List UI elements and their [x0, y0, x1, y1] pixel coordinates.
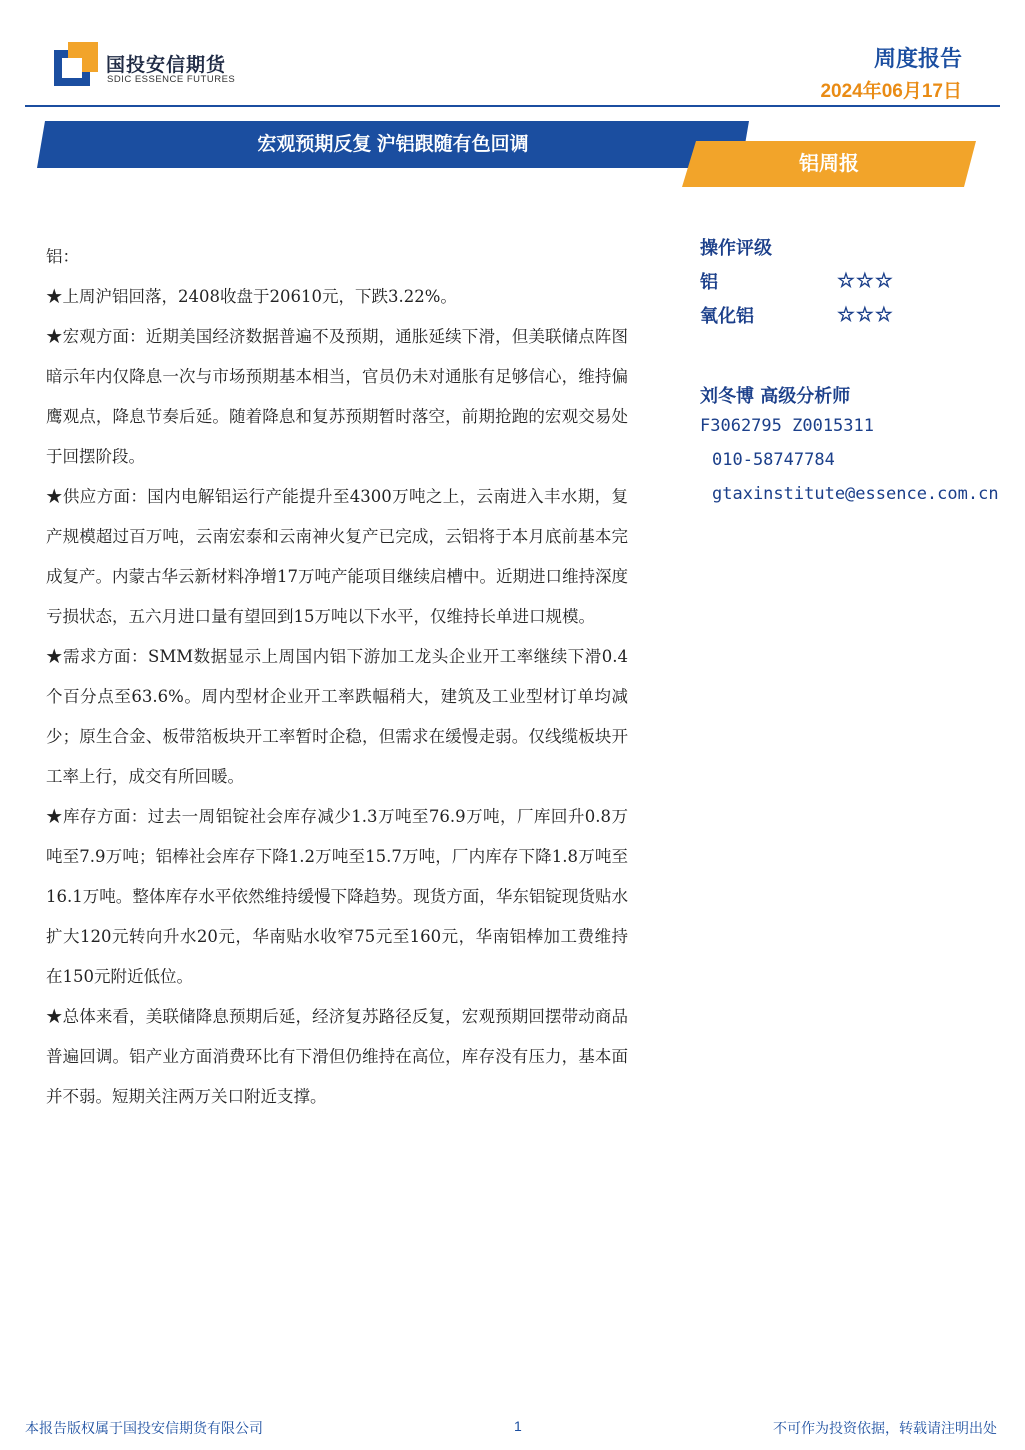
tag-banner: [682, 141, 976, 187]
logo-chinese-name: 国投安信期货: [106, 55, 227, 76]
report-date: 2024年06月17日: [820, 81, 962, 102]
star-rating-icon: ☆☆☆: [837, 302, 894, 326]
body-paragraph: ★上周沪铝回落，2408收盘于20610元，下跌3.22%。: [46, 287, 457, 306]
rating-title: 操作评级: [700, 238, 772, 259]
company-logo: [54, 42, 254, 92]
report-type: 周度报告: [873, 46, 962, 71]
logo-mark-icon: [54, 42, 98, 86]
header-divider: [25, 105, 1000, 107]
body-paragraph: ★宏观方面：近期美国经济数据普遍不及预期，通胀延续下滑，但美联储点阵图暗示年内仅降息一次与市场预期基本相当，官员仍未对通胀有足够信心，维持偏鹰观点，降息节奏后延。随着降息和复苏预期暂时落空，前期抢跑的宏观交易处于回摆阶段。: [46, 327, 628, 466]
body-paragraph: ★供应方面：国内电解铝运行产能提升至4300万吨之上，云南进入丰水期，复产规模超过百万吨，云南宏泰和云南神火复产已完成，云铝将于本月底前基本完成复产。内蒙古华云新材料净增17万吨产能项目继续启槽中。近期进口维持深度亏损状态，五六月进口量有望回到15万吨以下水平，仅维持长单进口规模。: [46, 487, 628, 626]
report-title: 宏观预期反复 沪铝跟随有色回调: [257, 134, 529, 155]
rating-row: [700, 268, 1025, 302]
footer-disclaimer: 不可作为投资依据，转载请注明出处: [773, 1420, 997, 1436]
star-rating-icon: ☆☆☆: [837, 268, 894, 292]
title-banner: [37, 121, 749, 168]
analyst-name: 刘冬博 高级分析师: [700, 386, 851, 407]
logo-english-name: SDIC ESSENCE FUTURES: [107, 74, 236, 85]
body-paragraph: ★库存方面：过去一周铝锭社会库存减少1.3万吨至76.9万吨，厂库回升0.8万吨至7.9万吨；铝棒社会库存下降1.2万吨至15.7万吨，厂内库存下降1.8万吨至16.1万吨。整体库存水平依然维持缓慢下降趋势。现货方面，华东铝锭现货贴水扩大120元转向升水20元，华南贴水收窄75元至160元，华南铝棒加工费维持在150元附近低位。: [46, 807, 628, 986]
rating-row: [700, 302, 1025, 336]
page-number: 1: [514, 1418, 522, 1434]
body-paragraph: ★总体来看，美联储降息预期后延，经济复苏路径反复，宏观预期回摆带动商品普遍回调。铝产业方面消费环比有下滑但仍维持在高位，库存没有压力，基本面并不弱。短期关注两万关口附近支撑。: [46, 1007, 628, 1106]
body-paragraph: 铝：: [46, 247, 79, 266]
report-tag: 铝周报: [799, 153, 859, 175]
rating-label: 氧化铝: [700, 306, 754, 327]
body-paragraph: ★需求方面：SMM数据显示上周国内铝下游加工龙头企业开工率继续下滑0.4个百分点至63.6%。周内型材企业开工率跌幅稍大，建筑及工业型材订单均减少；原生合金、板带箔板块开工率暂时企稳，但需求在缓慢走弱。仅线缆板块开工率上行，成交有所回暖。: [46, 647, 628, 786]
analyst-email[interactable]: gtaxinstitute@essence.com.cn: [712, 484, 999, 504]
analyst-license: F3062795 Z0015311: [700, 416, 874, 436]
analyst-phone: 010-58747784: [712, 450, 835, 470]
sidebar: [700, 234, 1025, 518]
report-body: [46, 237, 628, 1117]
rating-label: 铝: [700, 272, 718, 293]
footer-copyright: 本报告版权属于国投安信期货有限公司: [25, 1420, 263, 1436]
